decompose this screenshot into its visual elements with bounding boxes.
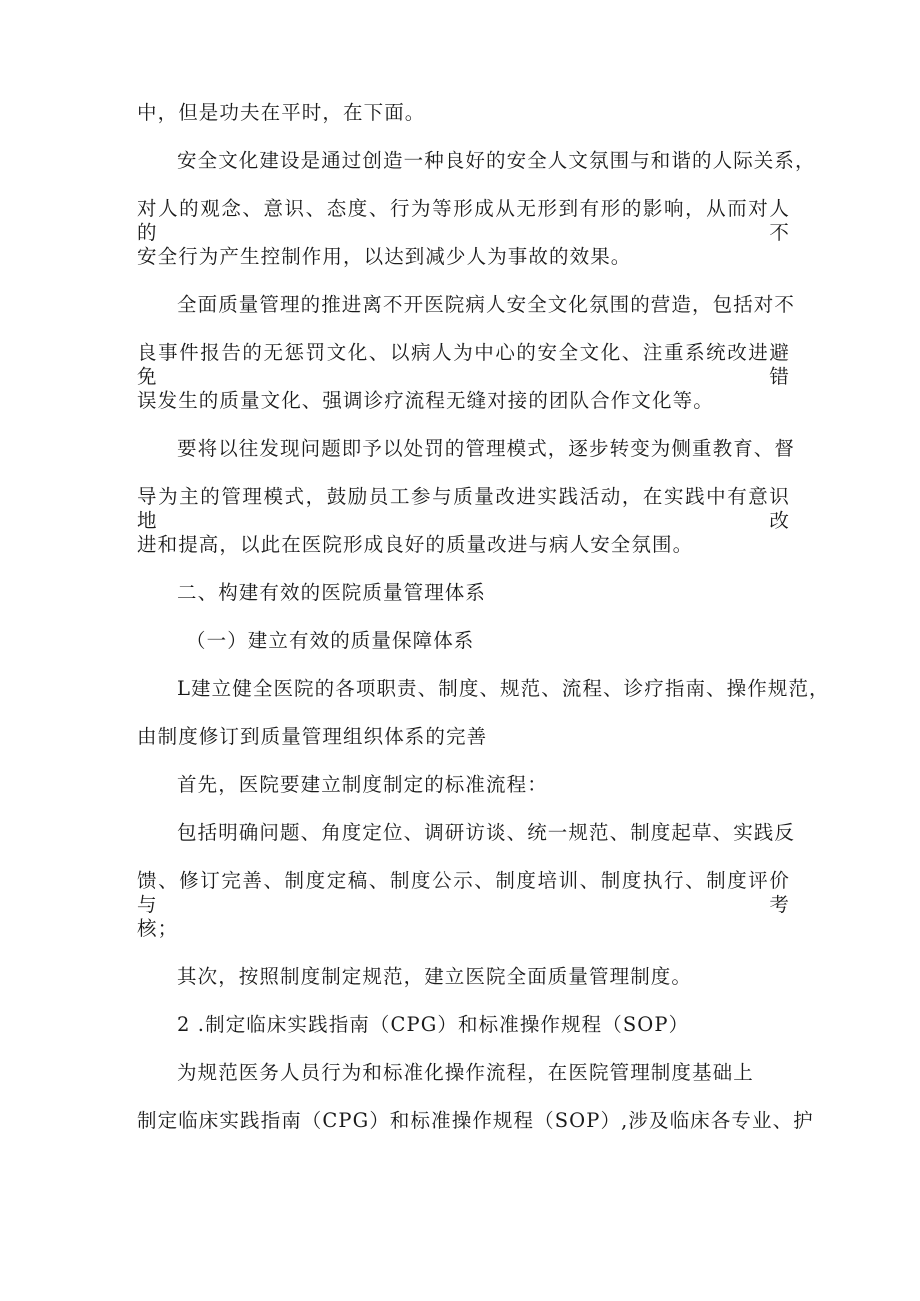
paragraph-line: 误发生的质量文化、强调诊疗流程无缝对接的团队合作文化等。 xyxy=(137,389,714,412)
paragraph-line: 全面质量管理的推进离不开医院病人安全文化氛围的营造，包括对不 xyxy=(177,293,796,316)
paragraph-line: 包括明确问题、角度定位、调研访谈、统一规范、制度起草、实践反 xyxy=(177,821,796,844)
paragraph-line: 进和提高，以此在医院形成良好的质量改进与病人安全氛围。 xyxy=(137,533,694,556)
paragraph-line: 制定临床实践指南（CPG）和标准操作规程（SOP）,涉及临床各专业、护 xyxy=(137,1109,814,1132)
paragraph-line: 馈、修订完善、制度定稿、制度公示、制度培训、制度执行、制度评价与考 xyxy=(137,869,790,916)
subsection-heading: 2 .制定临床实践指南（CPG）和标准操作规程（SOP） xyxy=(177,1013,690,1036)
paragraph-line: 导为主的管理模式，鼓励员工参与质量改进实践活动，在实践中有意识地改 xyxy=(137,485,790,532)
paragraph-line: 核； xyxy=(137,917,179,940)
paragraph-line: L建立健全医院的各项职责、制度、规范、流程、诊疗指南、操作规范， xyxy=(177,677,830,700)
paragraph-line: 安全行为产生控制作用，以达到减少人为事故的效果。 xyxy=(137,245,632,268)
paragraph-line: 由制度修订到质量管理组织体系的完善 xyxy=(137,725,488,748)
paragraph-line: 良事件报告的无惩罚文化、以病人为中心的安全文化、注重系统改进避免错 xyxy=(137,341,790,388)
paragraph-line: 中，但是功夫在平时，在下面。 xyxy=(137,101,426,124)
subsection-heading: （一）建立有效的质量保障体系 xyxy=(186,629,475,652)
paragraph-line: 首先，医院要建立制度制定的标准流程： xyxy=(177,773,548,796)
paragraph-line: 其次，按照制度制定规范，建立医院全面质量管理制度。 xyxy=(177,965,693,988)
paragraph-line: 为规范医务人员行为和标准化操作流程，在医院管理制度基础上 xyxy=(177,1061,754,1084)
paragraph-line: 安全文化建设是通过创造一种良好的安全人文氛围与和谐的人际关系， xyxy=(177,149,816,172)
paragraph-line: 对人的观念、意识、态度、行为等形成从无形到有形的影响，从而对人的不 xyxy=(137,197,790,244)
paragraph-line: 要将以往发现问题即予以处罚的管理模式，逐步转变为侧重教育、督 xyxy=(177,437,796,460)
section-heading: 二、构建有效的医院质量管理体系 xyxy=(177,581,487,604)
